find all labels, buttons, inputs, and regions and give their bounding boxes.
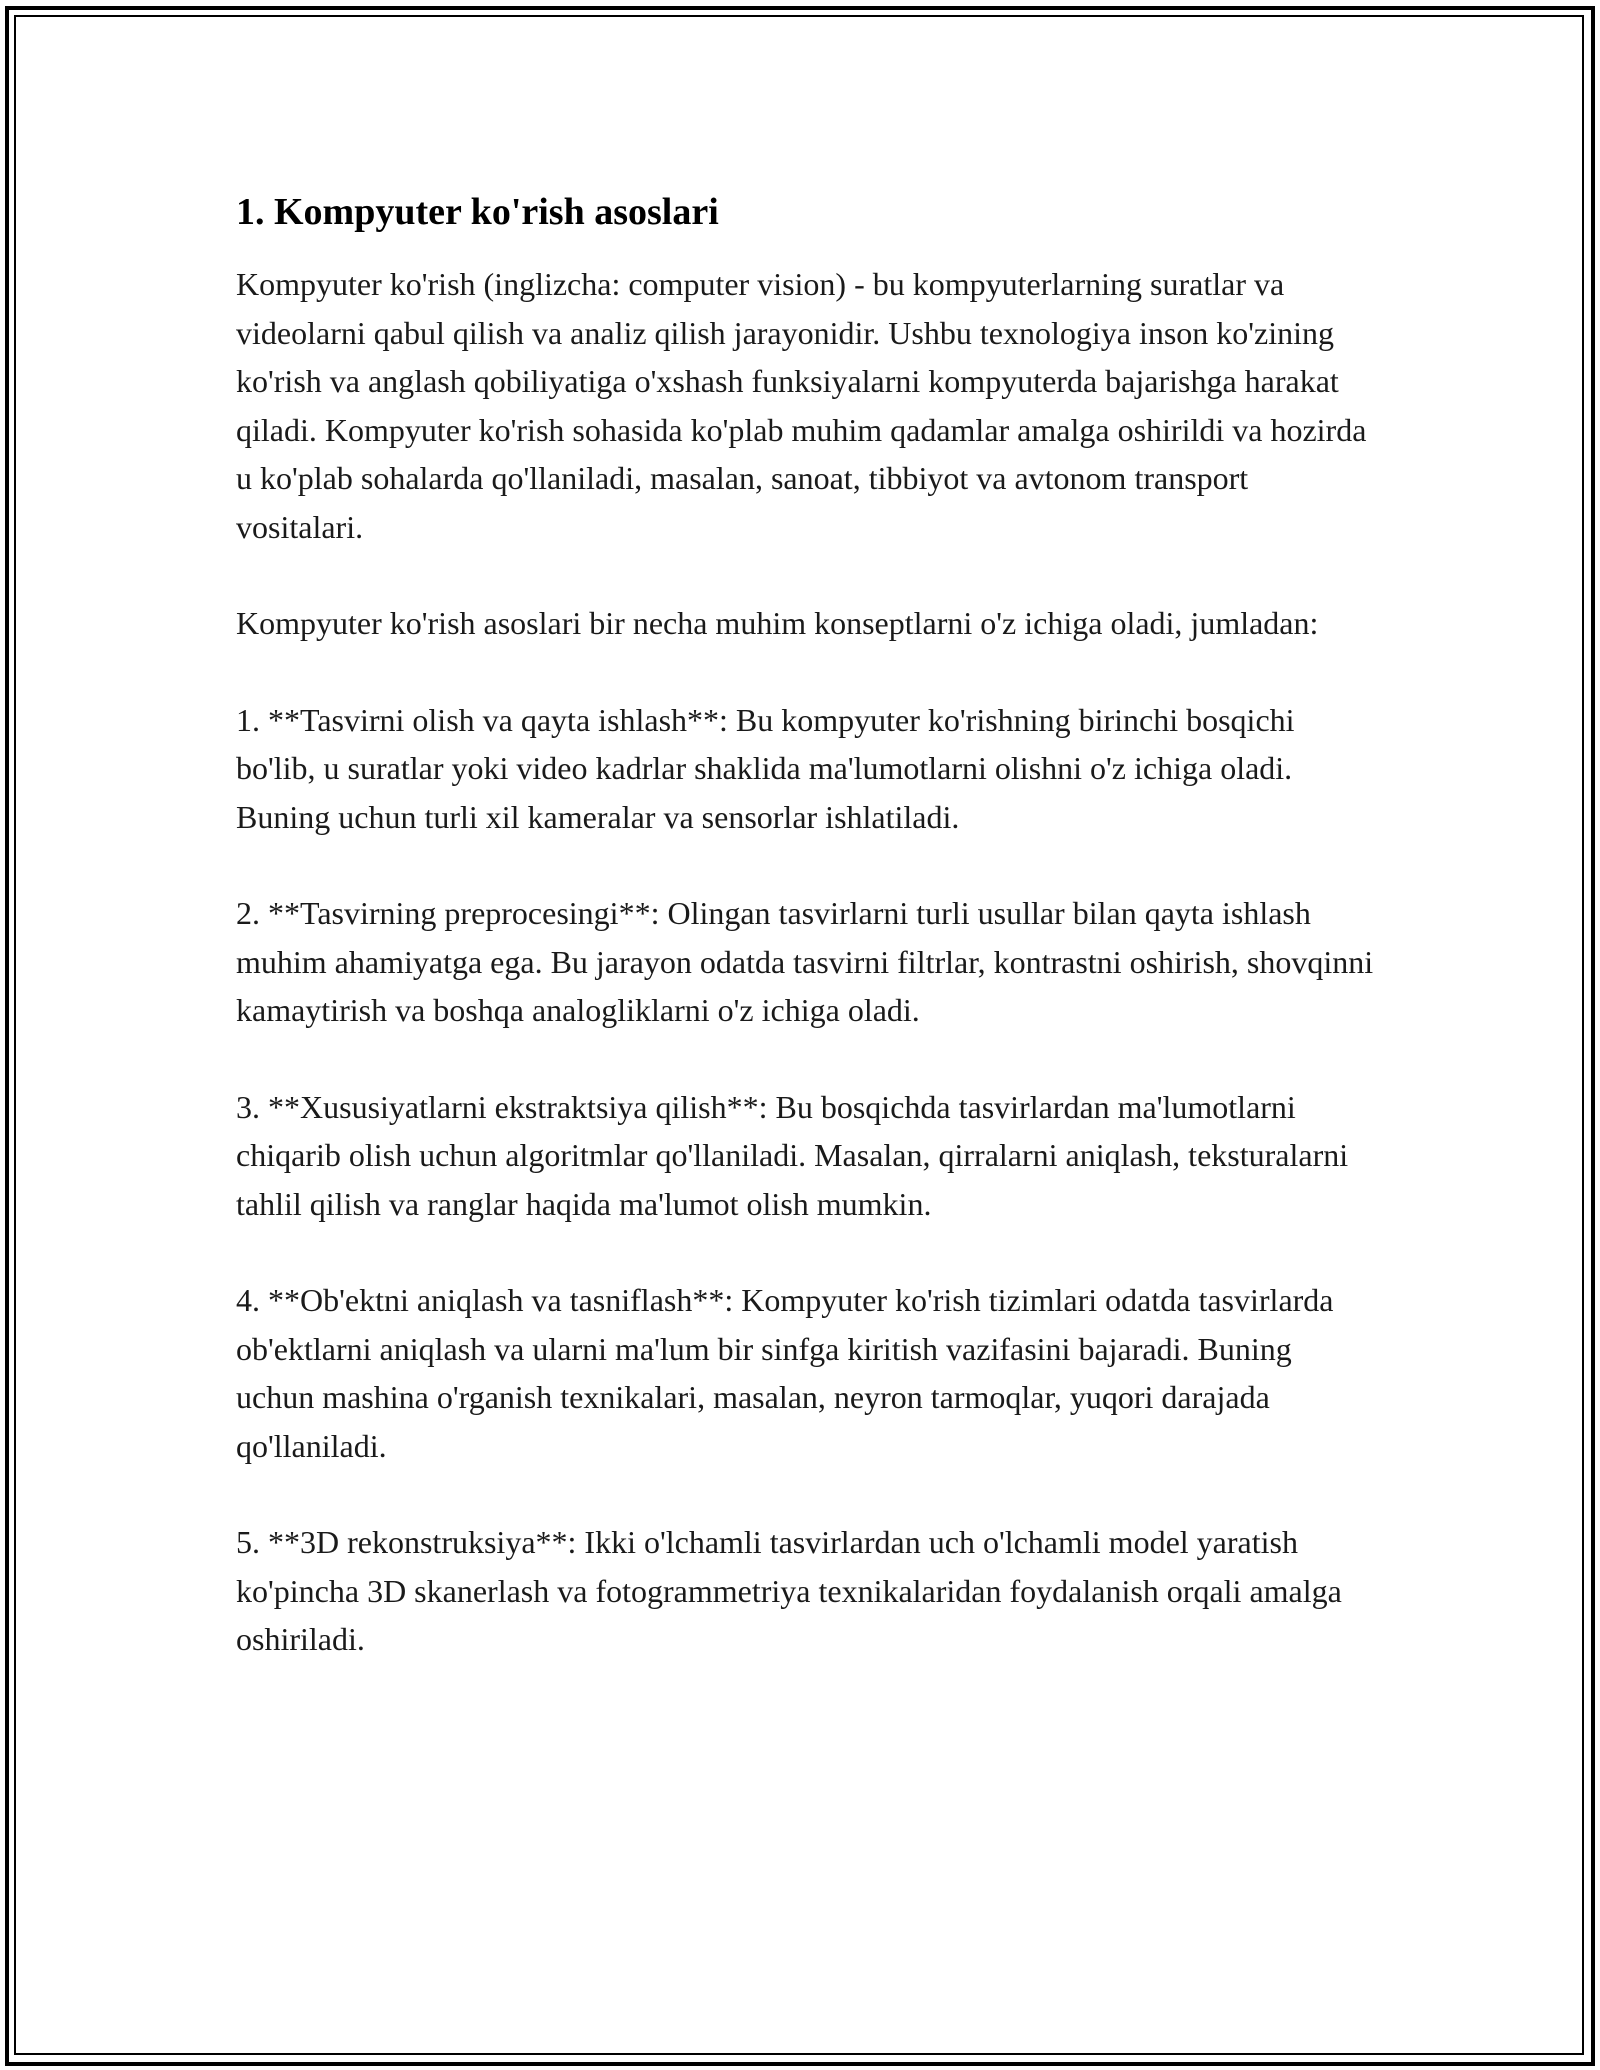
list-item-preprocessing: 2. **Tasvirning preprocesingi**: Olingan tasvirlarni turli usullar bilan qayta ishlash muhim ahamiyatga ega. Bu jarayon odatda tasvirni filtrlar, kontrastni oshirish, shovqinni kamaytirish va boshqa analogliklarni o'z ichiga oladi. bbox=[236, 895, 1374, 1028]
list-item-3d-reconstruction: 5. **3D rekonstruksiya**: Ikki o'lchamli tasvirlardan uch o'lchamli model yaratish ko'pincha 3D skanerlash va fotogrammetriya texnikalaridan foydalanish orqali amalga oshiriladi. bbox=[236, 1524, 1342, 1657]
section-heading: 1. Kompyuter ko'rish asoslari bbox=[236, 191, 719, 233]
intro-paragraph: Kompyuter ko'rish (inglizcha: computer vision) - bu kompyuterlarning suratlar va videolarni qabul qilish va analiz qilish jarayonidir. Ushbu texnologiya inson ko'zining ko'rish va anglash qobiliyatiga o'xshash funksiyalarni kompyuterda bajarishga harakat qiladi. Kompyuter ko'rish sohasida ko'plab muhim qadamlar amalga oshirildi va hozirda u ko'plab sohalarda qo'llaniladi, masalan, sanoat, tibbiyot va avtonom transport vositalari. bbox=[236, 266, 1367, 545]
list-item-image-acquisition: 1. **Tasvirni olish va qayta ishlash**: Bu kompyuter ko'rishning birinchi bosqichi bo'lib, u suratlar yoki video kadrlar shaklida ma'lumotlarni olishni o'z ichiga oladi. Buning uchun turli xil kameralar va sensorlar ishlatiladi. bbox=[236, 701, 1295, 835]
list-item-object-detection: 4. **Ob'ektni aniqlash va tasniflash**: Kompyuter ko'rish tizimlari odatda tasvirlarda ob'ektlarni aniqlash va ularni ma'lum bir sinfga kiritish vazifasini bajaradi. Buning uchun mashina o'rganish texnikalari, masalan, neyron tarmoqlar, yuqori darajada qo'llaniladi. bbox=[236, 1282, 1334, 1464]
list-item-feature-extraction: 3. **Xususiyatlarni ekstraktsiya qilish**: Bu bosqichda tasvirlardan ma'lumotlarni chiqarib olish uchun algoritmlar qo'llaniladi. Masalan, qirralarni aniqlash, teksturalarni tahlil qilish va ranglar haqida ma'lumot olish mumkin. bbox=[236, 1088, 1349, 1222]
concepts-lead-paragraph: Kompyuter ko'rish asoslari bir necha muhim konseptlarni o'z ichiga oladi, jumladan: bbox=[236, 605, 1319, 641]
document-body bbox=[236, 188, 1376, 1712]
